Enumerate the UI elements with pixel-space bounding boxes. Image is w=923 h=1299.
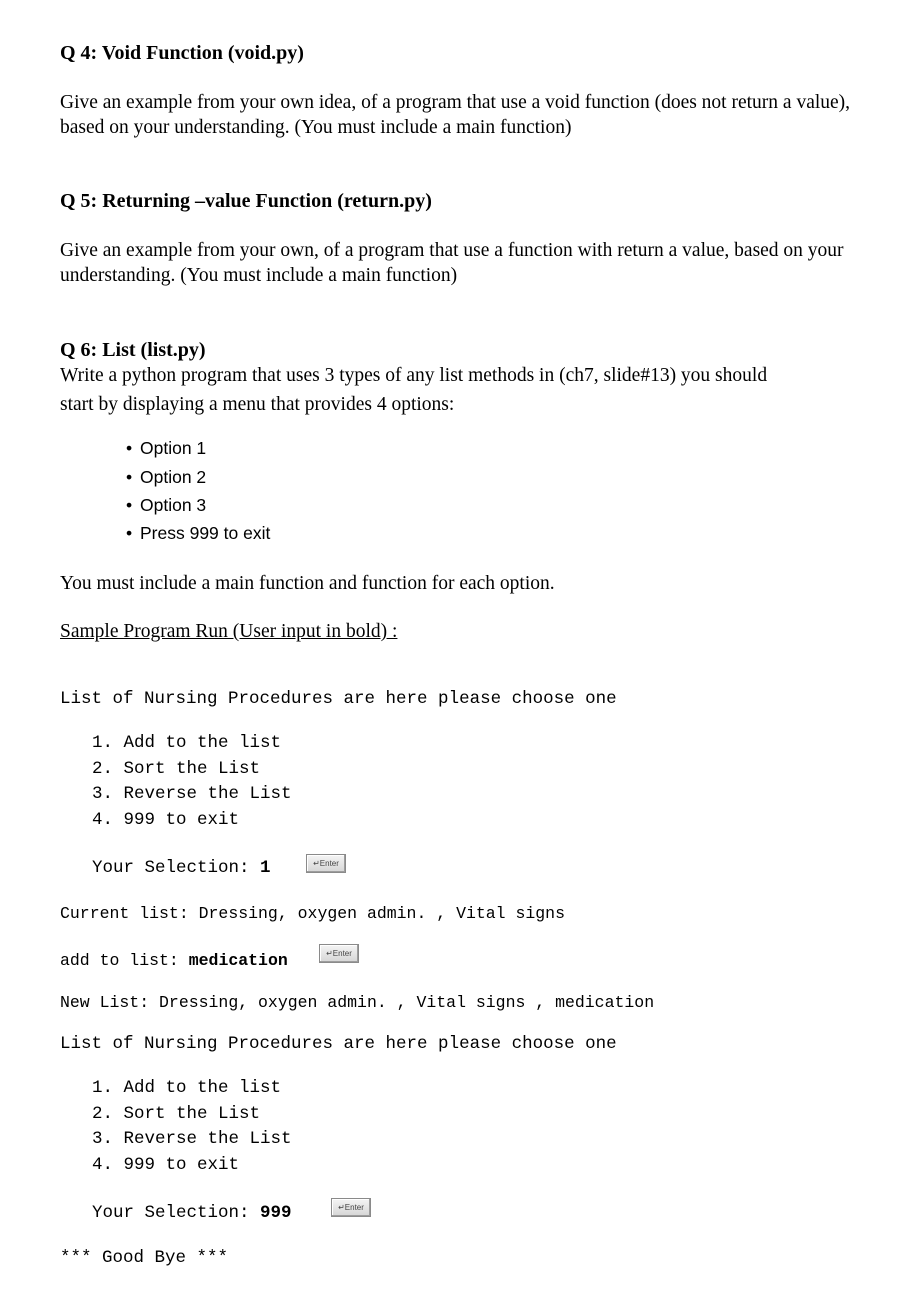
q4-body: Give an example from your own idea, of a program that use a void function (does not return a value), based on your understanding. (You must include a main function) <box>60 92 851 138</box>
option-label: Option 3 <box>140 495 207 515</box>
bullet-icon: • <box>126 495 133 515</box>
enter-key-icon: ↵Enter <box>306 854 346 873</box>
current-list-line: Current list: Dressing, oxygen admin. , Vital signs <box>60 904 565 923</box>
add-input: medication <box>188 951 288 970</box>
selection-label: Your Selection: <box>92 1203 261 1223</box>
sample-run-heading: Sample Program Run (User input in bold) : <box>60 621 398 642</box>
menu-item-1: 1. Add to the list <box>92 733 282 753</box>
menu-item-4: 4. 999 to exit <box>92 1155 240 1175</box>
option-list-item <box>126 438 206 459</box>
menu-item-4: 4. 999 to exit <box>92 810 240 830</box>
selection-input: 1 <box>260 858 271 878</box>
option-list-item <box>126 495 206 516</box>
new-list-line: New List: Dressing, oxygen admin. , Vital signs , medication <box>60 993 655 1012</box>
option-label: Option 1 <box>140 438 207 458</box>
bullet-icon: • <box>126 438 133 458</box>
menu-item-2: 2. Sort the List <box>92 1104 261 1124</box>
selection-label: Your Selection: <box>92 858 261 878</box>
selection-input: 999 <box>260 1203 292 1223</box>
menu-item-1: 1. Add to the list <box>92 1078 282 1098</box>
add-to-list-line <box>60 951 288 970</box>
q6-body-line-1: Write a python program that uses 3 types of any list methods in (ch7, slide#13) you should <box>60 365 768 386</box>
bullet-icon: • <box>126 523 133 543</box>
enter-key-icon: ↵Enter <box>331 1198 371 1217</box>
selection-line-2 <box>92 1203 292 1223</box>
option-list-item <box>126 523 270 544</box>
option-label: Press 999 to exit <box>140 523 271 543</box>
add-label: add to list: <box>60 951 189 970</box>
q6-body-line-2: start by displaying a menu that provides 4 options: <box>60 394 455 415</box>
selection-line-1 <box>92 858 271 878</box>
menu-item-3: 3. Reverse the List <box>92 1129 292 1149</box>
q5-heading: Q 5: Returning –value Function (return.py) <box>60 190 432 212</box>
bullet-icon: • <box>126 467 133 487</box>
q5-body: Give an example from your own, of a program that use a function with return a value, based on your understanding. (You must include a main function) <box>60 240 844 286</box>
enter-key-icon: ↵Enter <box>319 944 359 963</box>
menu-title-1: List of Nursing Procedures are here please choose one <box>60 689 617 709</box>
menu-item-3: 3. Reverse the List <box>92 784 292 804</box>
option-list-item <box>126 467 206 488</box>
goodbye-line: *** Good Bye *** <box>60 1248 229 1268</box>
menu-title-2: List of Nursing Procedures are here please choose one <box>60 1034 617 1054</box>
q4-heading: Q 4: Void Function (void.py) <box>60 42 304 64</box>
q6-requirement: You must include a main function and function for each option. <box>60 573 555 594</box>
option-label: Option 2 <box>140 467 207 487</box>
q6-heading: Q 6: List (list.py) <box>60 339 206 361</box>
menu-item-2: 2. Sort the List <box>92 759 261 779</box>
